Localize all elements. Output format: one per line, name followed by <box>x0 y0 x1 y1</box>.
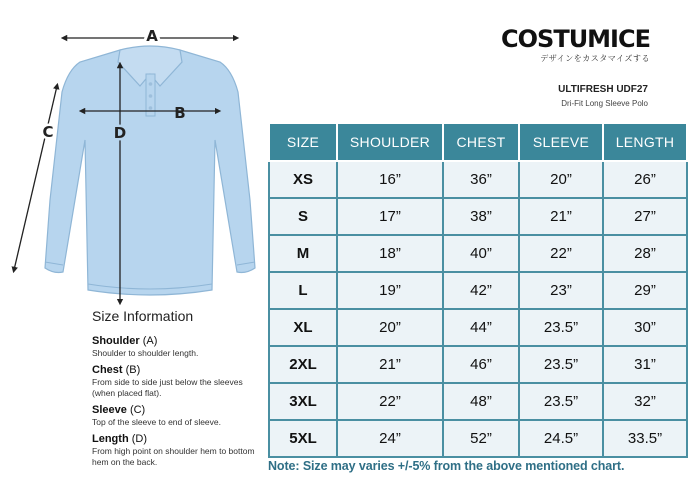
table-row <box>269 198 687 235</box>
table-row <box>269 383 687 420</box>
cell-shoulder: 19” <box>337 272 443 309</box>
cell-shoulder: 18” <box>337 235 443 272</box>
brand-name: COSTUMICE <box>501 25 650 53</box>
cell-size: 5XL <box>269 420 337 457</box>
cell-sleeve: 23.5” <box>519 383 603 420</box>
cell-shoulder: 20” <box>337 309 443 346</box>
info-shoulder-desc: Shoulder to shoulder length. <box>92 348 199 358</box>
cell-sleeve: 21” <box>519 198 603 235</box>
cell-sleeve: 24.5” <box>519 420 603 457</box>
cell-shoulder: 21” <box>337 346 443 383</box>
shirt-diagram <box>0 0 265 310</box>
cell-length: 31” <box>603 346 687 383</box>
size-information <box>92 308 262 472</box>
header-shoulder: SHOULDER <box>337 123 443 161</box>
info-length-name: Length <box>92 433 129 445</box>
cell-length: 30” <box>603 309 687 346</box>
cell-chest: 46” <box>443 346 519 383</box>
cell-chest: 36” <box>443 161 519 198</box>
cell-chest: 38” <box>443 198 519 235</box>
cell-length: 32” <box>603 383 687 420</box>
cell-chest: 40” <box>443 235 519 272</box>
brand-logo <box>501 26 650 64</box>
size-info-title: Size Information <box>92 308 194 324</box>
size-variance-note: Note: Size may varies +/-5% from the above mentioned chart. <box>268 459 625 473</box>
label-d: D <box>113 124 127 142</box>
info-length-desc: From high point on shoulder hem to bottom hem on the back. <box>92 446 255 467</box>
info-sleeve <box>92 403 262 428</box>
cell-size: 2XL <box>269 346 337 383</box>
cell-size: XS <box>269 161 337 198</box>
info-chest-letter: (B) <box>125 364 141 376</box>
product-description: Dri-Fit Long Sleeve Polo <box>561 99 648 108</box>
table-row <box>269 309 687 346</box>
polo-shirt-illustration <box>0 0 265 310</box>
cell-shoulder: 22” <box>337 383 443 420</box>
cell-length: 27” <box>603 198 687 235</box>
header-length: LENGTH <box>603 123 687 161</box>
info-sleeve-name: Sleeve <box>92 404 127 416</box>
cell-size: L <box>269 272 337 309</box>
cell-shoulder: 24” <box>337 420 443 457</box>
header-size: SIZE <box>269 123 337 161</box>
cell-sleeve: 23” <box>519 272 603 309</box>
cell-chest: 42” <box>443 272 519 309</box>
brand-tagline: デザインをカスタマイズする <box>540 54 650 63</box>
info-shoulder <box>92 334 262 359</box>
table-row <box>269 420 687 457</box>
info-chest-desc: From side to side just below the sleeves (when placed flat). <box>92 377 243 398</box>
cell-size: 3XL <box>269 383 337 420</box>
size-chart-table <box>268 122 688 458</box>
info-chest-name: Chest <box>92 364 123 376</box>
label-b: B <box>174 104 186 122</box>
cell-sleeve: 20” <box>519 161 603 198</box>
table-row <box>269 272 687 309</box>
cell-size: XL <box>269 309 337 346</box>
header-sleeve: SLEEVE <box>519 123 603 161</box>
cell-sleeve: 23.5” <box>519 346 603 383</box>
table-row <box>269 235 687 272</box>
cell-chest: 48” <box>443 383 519 420</box>
cell-length: 29” <box>603 272 687 309</box>
cell-length: 33.5” <box>603 420 687 457</box>
label-c: C <box>42 123 54 141</box>
cell-shoulder: 17” <box>337 198 443 235</box>
cell-chest: 44” <box>443 309 519 346</box>
table-row <box>269 161 687 198</box>
product-code: ULTIFRESH UDF27 <box>558 84 648 95</box>
info-length-letter: (D) <box>131 433 148 445</box>
table-row <box>269 346 687 383</box>
cell-length: 28” <box>603 235 687 272</box>
cell-size: M <box>269 235 337 272</box>
info-sleeve-letter: (C) <box>129 404 146 416</box>
info-length <box>92 432 262 468</box>
table-header-row <box>269 123 687 161</box>
info-shoulder-name: Shoulder <box>92 335 140 347</box>
cell-chest: 52” <box>443 420 519 457</box>
info-chest <box>92 363 262 399</box>
cell-sleeve: 22” <box>519 235 603 272</box>
cell-size: S <box>269 198 337 235</box>
cell-length: 26” <box>603 161 687 198</box>
header-chest: CHEST <box>443 123 519 161</box>
cell-sleeve: 23.5” <box>519 309 603 346</box>
cell-shoulder: 16” <box>337 161 443 198</box>
info-sleeve-desc: Top of the sleeve to end of sleeve. <box>92 417 222 427</box>
info-shoulder-letter: (A) <box>142 335 158 347</box>
label-a: A <box>146 27 158 45</box>
